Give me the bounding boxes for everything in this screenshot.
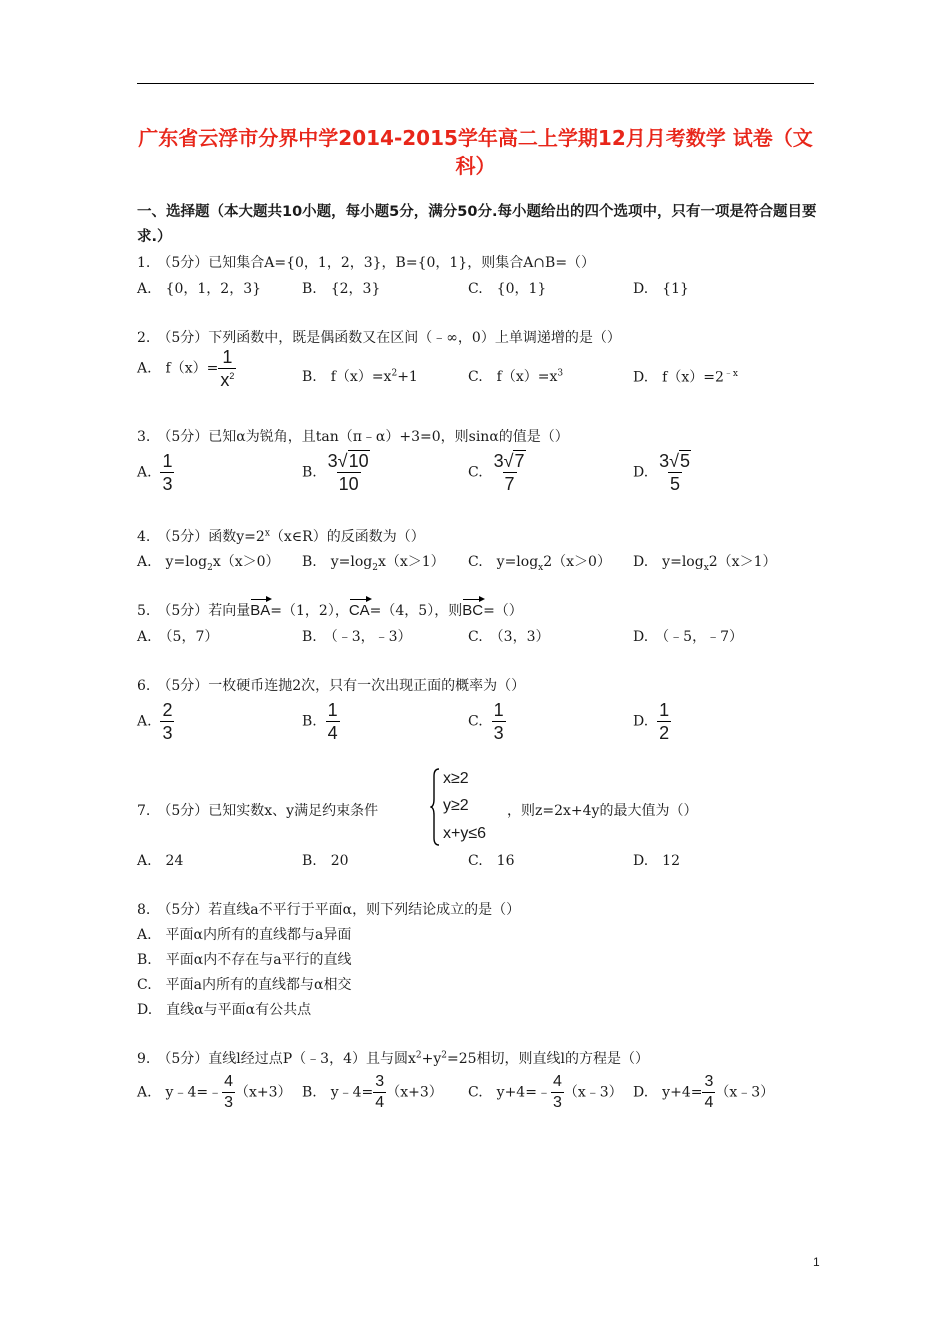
option-prefix: A. y=log bbox=[137, 554, 208, 570]
coefficient: 3 bbox=[659, 451, 670, 471]
option-suffix: （x+3） bbox=[235, 1084, 292, 1101]
fraction bbox=[222, 1074, 235, 1111]
header-rule bbox=[137, 83, 814, 84]
denominator: 7 bbox=[504, 474, 515, 494]
left-brace-icon bbox=[430, 768, 440, 846]
option-suffix: （x﹣3） bbox=[715, 1084, 775, 1101]
numerator: 2 bbox=[162, 700, 173, 720]
exponent: ﹣x bbox=[723, 369, 738, 379]
fraction bbox=[492, 452, 528, 493]
fraction bbox=[551, 1074, 564, 1111]
question-1-option-b: B. {2，3} bbox=[302, 281, 381, 297]
option-prefix: C. y=log bbox=[468, 554, 539, 570]
stem-text: =（1，2）， bbox=[270, 603, 349, 619]
stem-suffix: =（） bbox=[483, 603, 523, 619]
coefficient: 3 bbox=[327, 451, 338, 471]
fraction bbox=[326, 701, 340, 742]
option-prefix: B. y﹣4= bbox=[302, 1084, 374, 1101]
option-suffix: （x﹣3） bbox=[563, 1084, 623, 1101]
stem-text: +y bbox=[421, 1051, 442, 1067]
exponent: 2 bbox=[391, 368, 398, 379]
question-3-option-b bbox=[302, 452, 372, 493]
option-suffix: x（x＞0） bbox=[212, 554, 280, 570]
page-number: 1 bbox=[813, 1255, 820, 1269]
denominator: 3 bbox=[162, 474, 173, 494]
log-base: 2 bbox=[207, 562, 213, 573]
question-4-option-a bbox=[137, 551, 280, 573]
constraint-1: x≥2 bbox=[443, 770, 469, 787]
constraint-2: y≥2 bbox=[443, 797, 469, 814]
question-4-option-d bbox=[633, 551, 776, 573]
option-suffix: 2（x＞1） bbox=[708, 554, 777, 570]
denominator: 3 bbox=[552, 1094, 562, 1111]
denominator: 4 bbox=[375, 1094, 385, 1111]
question-7-stem-prefix: 7. （5分）已知实数x、y满足约束条件 bbox=[137, 803, 379, 819]
question-9-option-d bbox=[633, 1074, 774, 1111]
question-7-option-b: B. 20 bbox=[302, 853, 349, 869]
fraction bbox=[218, 348, 236, 389]
option-label: C. bbox=[468, 713, 483, 730]
coefficient: 3 bbox=[493, 451, 504, 471]
fraction bbox=[702, 1074, 715, 1111]
log-base: 2 bbox=[372, 562, 378, 573]
numerator: 4 bbox=[552, 1073, 562, 1090]
question-6-stem: 6. （5分）一枚硬币连抛2次，只有一次出现正面的概率为（） bbox=[137, 678, 526, 694]
denominator: 3 bbox=[493, 723, 504, 743]
option-label: A. bbox=[137, 464, 152, 481]
question-6-option-a bbox=[137, 701, 174, 742]
exponent: x bbox=[264, 528, 270, 539]
question-1-stem: 1. （5分）已知集合A={0，1，2，3}，B={0，1}，则集合A∩B=（） bbox=[137, 255, 596, 271]
numerator: 1 bbox=[222, 347, 233, 367]
question-5-stem bbox=[137, 598, 523, 620]
question-6-option-d bbox=[633, 701, 671, 742]
numerator: 1 bbox=[493, 700, 504, 720]
option-label: B. bbox=[302, 464, 317, 481]
vector-ca: CA bbox=[349, 598, 370, 619]
fraction bbox=[326, 452, 372, 493]
option-label: A. bbox=[137, 713, 152, 730]
question-8-option-a: A. 平面α内所有的直线都与a异面 bbox=[137, 927, 352, 943]
denominator: 4 bbox=[327, 723, 338, 743]
option-prefix: C. y+4=﹣ bbox=[468, 1084, 551, 1101]
question-1-option-c: C. {0，1} bbox=[468, 281, 547, 297]
fraction bbox=[657, 701, 671, 742]
option-d-prefix: D. f（x）=2 bbox=[633, 369, 724, 386]
question-7-option-d: D. 12 bbox=[633, 853, 680, 869]
fraction bbox=[160, 701, 174, 742]
page-title: 广东省云浮市分界中学2014-2015学年高二上学期12月月考数学 试卷（文科） bbox=[138, 126, 813, 178]
question-8-option-c: C. 平面a内所有的直线都与α相交 bbox=[137, 977, 352, 993]
vector-bc: BC bbox=[462, 598, 483, 619]
question-7-option-a: A. 24 bbox=[137, 853, 184, 869]
question-7-stem-suffix: ，则z=2x+4y的最大值为（） bbox=[507, 803, 698, 819]
option-suffix: 2（x＞0） bbox=[543, 554, 611, 570]
fraction bbox=[160, 452, 174, 493]
option-prefix: D. y+4= bbox=[633, 1084, 703, 1101]
option-suffix: （x+3） bbox=[386, 1084, 443, 1101]
denominator: 10 bbox=[338, 474, 359, 494]
question-6-option-b bbox=[302, 701, 340, 742]
option-label: C. bbox=[468, 464, 483, 481]
question-4-stem bbox=[137, 526, 425, 546]
question-3-stem: 3. （5分）已知α为锐角，且tan（π﹣α）+3=0，则sinα的值是（） bbox=[137, 429, 569, 445]
numerator: 3√7 bbox=[493, 451, 525, 471]
question-2-option-b bbox=[302, 366, 418, 386]
option-label: D. bbox=[633, 464, 649, 481]
question-4-option-c bbox=[468, 551, 611, 573]
fraction bbox=[373, 1074, 386, 1111]
numerator: 4 bbox=[224, 1073, 234, 1090]
question-9-option-b bbox=[302, 1074, 443, 1111]
log-base: x bbox=[538, 562, 544, 573]
option-label: B. bbox=[302, 713, 317, 730]
question-8-option-d: D. 直线α与平面α有公共点 bbox=[137, 1002, 312, 1018]
stem-prefix: 4. （5分）函数y=2 bbox=[137, 529, 265, 545]
numerator: 3 bbox=[375, 1073, 385, 1090]
exponent: 2 bbox=[229, 371, 235, 381]
question-8-stem: 8. （5分）若直线a不平行于平面α，则下列结论成立的是（） bbox=[137, 902, 521, 918]
question-1-option-a: A. {0，1，2，3} bbox=[137, 281, 262, 297]
stem-suffix: =25相切，则直线l的方程是（） bbox=[446, 1051, 650, 1067]
question-3-option-c bbox=[468, 452, 528, 493]
option-prefix: A. y﹣4=﹣ bbox=[137, 1084, 223, 1101]
constraint-3: x+y≤6 bbox=[443, 825, 487, 842]
numerator: 1 bbox=[327, 700, 338, 720]
question-9-stem bbox=[137, 1048, 649, 1068]
denominator bbox=[218, 368, 236, 389]
option-suffix: x（x＞1） bbox=[377, 554, 445, 570]
question-2-option-c bbox=[468, 366, 563, 386]
denominator: 2 bbox=[659, 723, 670, 743]
question-9-option-c bbox=[468, 1074, 623, 1111]
question-5-option-b: B. （﹣3，﹣3） bbox=[302, 629, 412, 645]
question-7-option-c: C. 16 bbox=[468, 853, 515, 869]
stem-suffix: （x∈R）的反函数为（） bbox=[269, 529, 425, 545]
section-heading: 一、选择题（本大题共10小题，每小题5分，满分50分.每小题给出的四个选项中，只有一项是符合题目要求.） bbox=[137, 204, 817, 245]
question-4-option-b bbox=[302, 551, 445, 573]
denominator: 3 bbox=[162, 723, 173, 743]
radicand: 7 bbox=[514, 451, 525, 471]
numerator: 1 bbox=[659, 700, 670, 720]
question-2-stem: 2. （5分）下列函数中，既是偶函数又在区间（﹣∞，0）上单调递增的是（） bbox=[137, 330, 621, 346]
exponent: 3 bbox=[557, 368, 564, 379]
option-b-prefix: B. f（x）=x bbox=[302, 369, 392, 385]
numerator: 3 bbox=[704, 1073, 714, 1090]
fraction bbox=[492, 701, 506, 742]
option-label: D. bbox=[633, 713, 649, 730]
denominator: 4 bbox=[704, 1094, 714, 1111]
question-6-option-c bbox=[468, 701, 506, 742]
denominator: 3 bbox=[224, 1094, 234, 1111]
question-5-option-d: D. （﹣5，﹣7） bbox=[633, 629, 743, 645]
option-b-suffix: +1 bbox=[397, 369, 418, 385]
question-3-option-d bbox=[633, 452, 693, 493]
option-prefix: B. y=log bbox=[302, 554, 373, 570]
question-5-option-a: A. （5，7） bbox=[137, 629, 219, 645]
option-a-prefix: A. f（x）= bbox=[137, 360, 219, 377]
question-2-option-d bbox=[633, 366, 738, 387]
log-base: x bbox=[703, 562, 709, 573]
radicand: 5 bbox=[680, 451, 691, 471]
vector-ba: BA bbox=[250, 598, 270, 619]
stem-text: =（4，5），则 bbox=[369, 603, 463, 619]
exponent: 2 bbox=[415, 1050, 422, 1061]
fraction bbox=[657, 452, 693, 493]
question-3-option-a bbox=[137, 452, 174, 493]
question-2-option-a bbox=[137, 348, 236, 389]
stem-prefix: 9. （5分）直线l经过点P（﹣3，4）且与圆x bbox=[137, 1051, 416, 1067]
exponent: 2 bbox=[441, 1050, 447, 1061]
numerator: 1 bbox=[162, 451, 173, 471]
denominator: 5 bbox=[670, 474, 681, 494]
question-5-option-c: C. （3，3） bbox=[468, 629, 550, 645]
denominator-base: x bbox=[220, 370, 230, 390]
stem-prefix: 5. （5分）若向量 bbox=[137, 603, 251, 619]
question-1-option-d: D. {1} bbox=[633, 281, 689, 297]
option-prefix: D. y=log bbox=[633, 554, 704, 570]
question-9-option-a bbox=[137, 1074, 292, 1111]
option-c-prefix: C. f（x）=x bbox=[468, 369, 558, 385]
numerator: 3√5 bbox=[659, 451, 691, 471]
radicand: 10 bbox=[348, 451, 369, 471]
numerator: 3√10 bbox=[327, 451, 369, 471]
question-8-option-b: B. 平面α内不存在与a平行的直线 bbox=[137, 952, 352, 968]
